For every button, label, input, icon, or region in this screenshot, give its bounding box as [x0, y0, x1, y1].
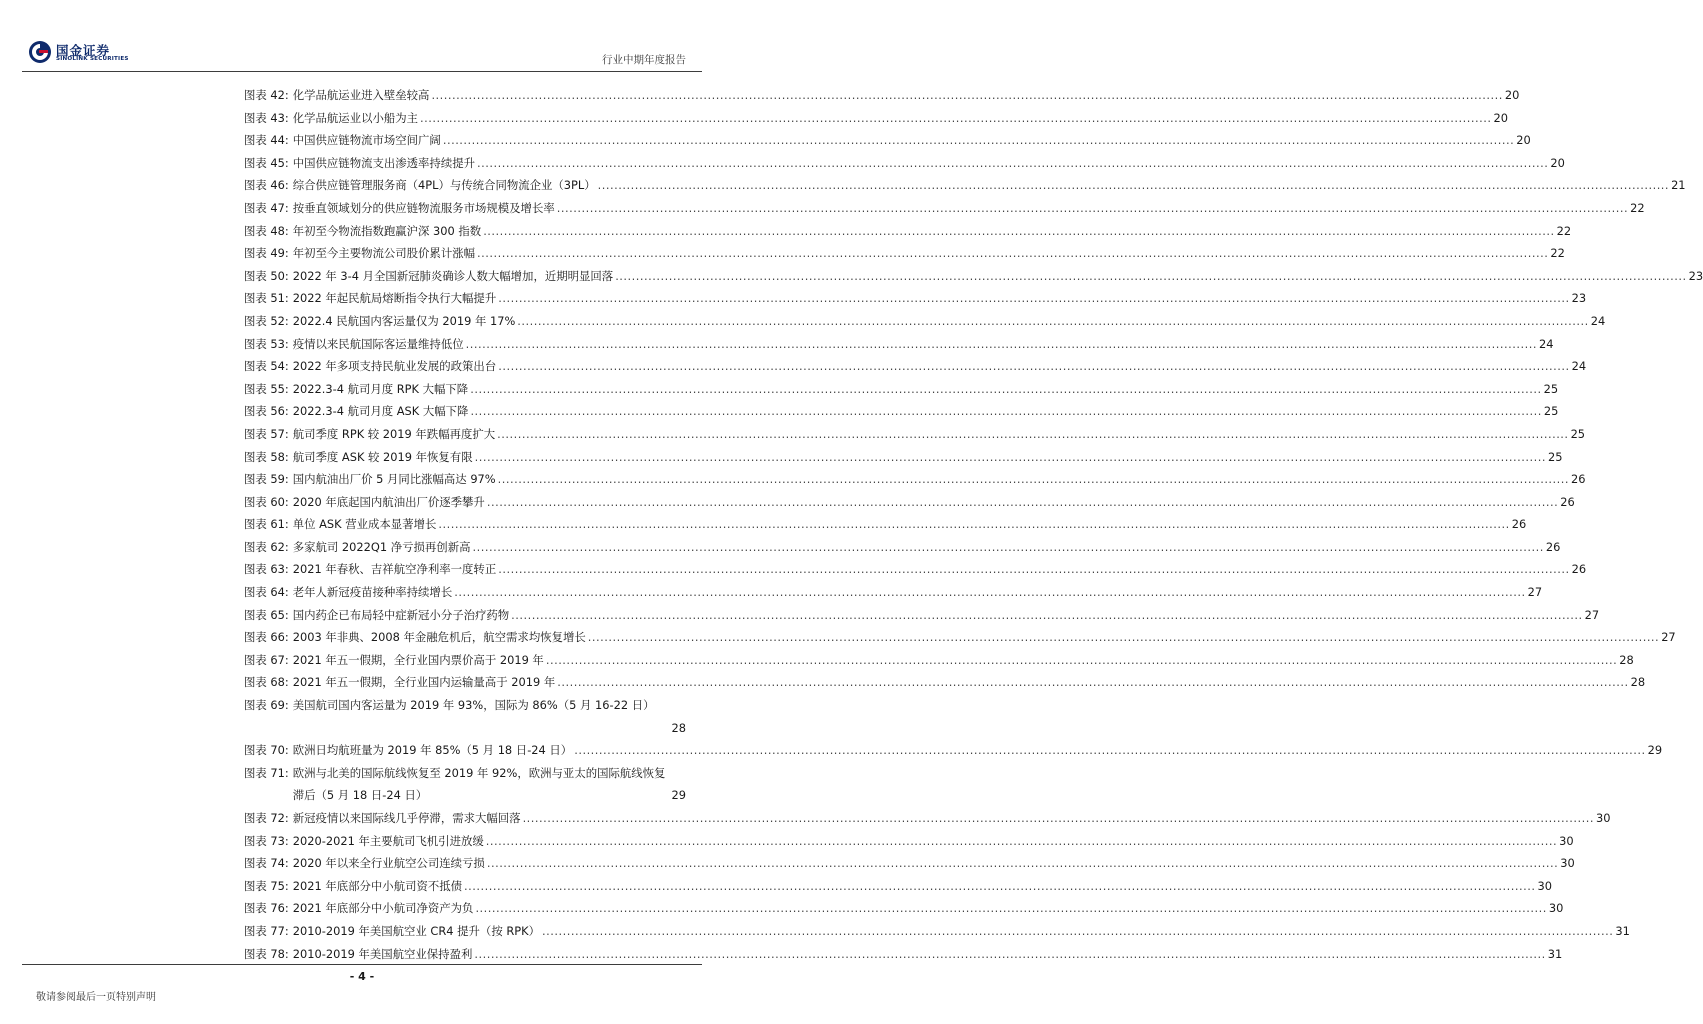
toc-label: 图表 65: [244, 607, 289, 622]
toc-title: 2021 年五一假期，全行业国内票价高于 2019 年 [292, 652, 544, 667]
toc-leader-dots: .................................................................................................................................................................................................................................................................... [498, 291, 1570, 306]
toc-leader-dots: .................................................................................................................................................................................................................................................................... [470, 404, 1542, 419]
toc-entry[interactable] [244, 807, 1611, 830]
toc-page-number: 26 [1571, 472, 1586, 487]
toc-entry[interactable] [244, 333, 1554, 356]
toc-title: 欧洲与北美的国际航线恢复至 2019 年 92%，欧洲与亚太的国际航线恢复滞后（5 月 18 日-24 日） [292, 765, 666, 803]
toc-label: 图表 67: [244, 652, 289, 667]
toc-page-number: 28 [671, 720, 686, 735]
toc-leader-dots: .................................................................................................................................................................................................................................................................... [420, 110, 1492, 125]
toc-leader-dots: .................................................................................................................................................................................................................................................................... [483, 223, 1555, 238]
toc-title: 国内药企已布局轻中症新冠小分子治疗药物 [292, 607, 510, 622]
toc-title: 2021 年底部分中小航司净资产为负 [292, 901, 474, 916]
page-header [0, 0, 724, 72]
toc-entry[interactable] [244, 671, 1646, 694]
toc-page-number: 30 [1548, 901, 1564, 916]
toc-page-number: 30 [1595, 811, 1611, 825]
toc-label: 图表 51: [244, 291, 289, 306]
toc-page-number: 27 [1584, 607, 1600, 622]
toc-leader-dots: .................................................................................................................................................................................................................................................................... [465, 336, 1538, 351]
toc-title: 综合供应链管理服务商（4PL）与传统合同物流企业（3PL） [292, 178, 596, 193]
toc-page-number: 23 [1688, 268, 1703, 283]
toc-label: 图表 72: [244, 811, 289, 825]
toc-title: 中国供应链物流市场空间广阔 [292, 133, 441, 148]
toc-page-number: 30 [1559, 833, 1574, 848]
toc-label: 图表 71: [244, 765, 289, 780]
logo-english-name: SINOLINK SECURITIES [56, 56, 129, 62]
toc-label: 图表 54: [244, 359, 289, 374]
toc-leader-dots: .................................................................................................................................................................................................................................................................... [472, 539, 1544, 554]
toc-title: 航司季度 ASK 较 2019 年恢复有限 [292, 449, 473, 464]
toc-page-number: 22 [1556, 223, 1572, 238]
toc-leader-dots: .................................................................................................................................................................................................................................................................... [587, 630, 1660, 645]
toc-entry[interactable] [244, 897, 1564, 920]
toc-label: 图表 46: [244, 178, 289, 193]
toc-page-number: 24 [1590, 313, 1606, 328]
toc-label: 图表 57: [244, 426, 289, 441]
toc-page-number: 25 [1543, 381, 1559, 396]
toc-title: 老年人新冠疫苗接种率持续增长 [292, 585, 453, 600]
figure-index [244, 84, 1703, 965]
toc-title: 2021 年底部分中小航司资不抵债 [292, 878, 463, 893]
toc-entry[interactable] [244, 84, 1520, 107]
toc-entry[interactable] [244, 355, 1587, 378]
toc-page-number: 27 [1527, 585, 1543, 600]
page-number: - 4 - [349, 970, 375, 983]
footer-divider [22, 964, 702, 965]
toc-entry[interactable] [244, 491, 1575, 514]
toc-entry[interactable] [244, 920, 1630, 943]
toc-entry[interactable] [244, 852, 1575, 875]
toc-page-number: 24 [1539, 336, 1554, 351]
toc-entry[interactable] [244, 129, 1531, 152]
toc-label: 图表 55: [244, 381, 289, 396]
toc-page-number: 22 [1630, 200, 1645, 215]
toc-page-number: 30 [1537, 878, 1552, 893]
toc-entry[interactable] [244, 107, 1508, 130]
toc-title: 年初至今物流指数跑赢沪深 300 指数 [292, 223, 482, 238]
toc-page-number: 22 [1550, 246, 1565, 261]
toc-title: 中国供应链物流支出渗透率持续提升 [292, 155, 475, 170]
toc-label: 图表 52: [244, 313, 289, 328]
header-divider [22, 71, 702, 72]
toc-title: 2022.4 民航国内客运量仅为 2019 年 17% [292, 313, 516, 328]
toc-page-number: 24 [1571, 359, 1587, 374]
toc-title: 2022 年多项支持民航业发展的政策出台 [292, 359, 497, 374]
toc-leader-dots: .................................................................................................................................................................................................................................................................... [497, 472, 1570, 487]
toc-entry[interactable] [244, 378, 1559, 401]
toc-entry[interactable] [244, 762, 686, 807]
toc-entry[interactable] [244, 423, 1586, 446]
toc-leader-dots: .................................................................................................................................................................................................................................................................... [431, 88, 1503, 102]
toc-entry[interactable] [244, 739, 1663, 762]
toc-entry[interactable] [244, 468, 1586, 491]
toc-entry[interactable] [244, 242, 1565, 265]
toc-leader-dots: .................................................................................................................................................................................................................................................................... [464, 878, 1536, 893]
toc-label: 图表 59: [244, 472, 289, 487]
toc-title: 多家航司 2022Q1 净亏损再创新高 [292, 539, 471, 554]
toc-label: 图表 62: [244, 539, 289, 554]
toc-title: 2021 年五一假期，全行业国内运输量高于 2019 年 [292, 675, 556, 690]
toc-label: 图表 50: [244, 268, 289, 283]
toc-page-number: 26 [1571, 562, 1587, 577]
toc-label: 图表 45: [244, 155, 289, 170]
toc-leader-dots: .................................................................................................................................................................................................................................................................... [486, 494, 1559, 509]
toc-label: 图表 42: [244, 88, 289, 102]
toc-leader-dots: .................................................................................................................................................................................................................................................................... [498, 359, 1570, 374]
toc-title: 化学品航运业进入壁垒较高 [292, 88, 430, 102]
toc-leader-dots: .................................................................................................................................................................................................................................................................... [511, 607, 1583, 622]
toc-entry[interactable] [244, 197, 1645, 220]
toc-label: 图表 63: [244, 562, 289, 577]
toc-label: 图表 66: [244, 630, 289, 645]
toc-title: 疫情以来民航国际客运量维持低位 [292, 336, 464, 351]
toc-leader-dots: .................................................................................................................................................................................................................................................................... [517, 313, 1589, 328]
toc-entry[interactable] [244, 604, 1600, 627]
toc-label: 图表 70: [244, 743, 289, 758]
toc-label: 图表 64: [244, 585, 289, 600]
toc-leader-dots: .................................................................................................................................................................................................................................................................... [477, 155, 1549, 170]
toc-page-number: 21 [1671, 178, 1686, 193]
toc-leader-dots: .................................................................................................................................................................................................................................................................... [541, 923, 1614, 938]
toc-label: 图表 75: [244, 878, 289, 893]
toc-leader-dots: .................................................................................................................................................................................................................................................................... [454, 585, 1526, 600]
toc-entry[interactable] [244, 310, 1606, 333]
report-type: 行业中期年度报告 [602, 54, 686, 66]
toc-label: 图表 60: [244, 494, 289, 509]
toc-leader-dots: .................................................................................................................................................................................................................................................................... [545, 652, 1618, 667]
toc-entry[interactable] [244, 875, 1552, 898]
toc-title: 欧洲日均航班量为 2019 年 85%（5 月 18 日-24 日） [292, 743, 573, 758]
toc-page-number: 28 [1619, 652, 1634, 667]
toc-entry[interactable] [244, 174, 1686, 197]
toc-title: 2022 年起民航局熔断指令执行大幅提升 [292, 291, 497, 306]
toc-entry[interactable] [244, 287, 1587, 310]
toc-page-number: 26 [1545, 539, 1561, 554]
toc-label: 图表 76: [244, 901, 289, 916]
toc-entry[interactable] [244, 536, 1561, 559]
toc-page-number: 26 [1511, 517, 1527, 532]
toc-leader-dots: .................................................................................................................................................................................................................................................................... [556, 200, 1629, 215]
sinolink-logo-icon [28, 40, 52, 64]
disclaimer-text: 敬请参阅最后一页特别声明 [36, 992, 156, 1003]
toc-entry[interactable] [244, 830, 1574, 853]
toc-leader-dots: .................................................................................................................................................................................................................................................................... [470, 381, 1542, 396]
company-logo [28, 40, 140, 66]
toc-label: 图表 74: [244, 856, 289, 871]
toc-leader-dots: .................................................................................................................................................................................................................................................................... [438, 517, 1510, 532]
toc-entry[interactable] [244, 513, 1527, 536]
toc-leader-dots: .................................................................................................................................................................................................................................................................... [485, 833, 1558, 848]
toc-leader-dots: .................................................................................................................................................................................................................................................................... [557, 675, 1629, 690]
toc-title: 2020 年以来全行业航空公司连续亏损 [292, 856, 485, 871]
toc-entry[interactable] [244, 649, 1634, 672]
toc-label: 图表 73: [244, 833, 289, 848]
toc-page-number: 28 [1630, 675, 1646, 690]
toc-page-number: 23 [1571, 291, 1587, 306]
toc-label: 图表 44: [244, 133, 289, 148]
toc-leader-dots: .................................................................................................................................................................................................................................................................... [474, 946, 1546, 961]
toc-entry[interactable] [244, 265, 1703, 288]
toc-label: 图表 78: [244, 946, 289, 961]
toc-title: 2022.3-4 航司月度 ASK 大幅下降 [292, 404, 469, 419]
toc-leader-dots: .................................................................................................................................................................................................................................................................... [574, 743, 1646, 758]
toc-label: 图表 68: [244, 675, 289, 690]
toc-entry[interactable] [244, 220, 1572, 243]
toc-title: 2010-2019 年美国航空业 CR4 提升（按 RPK） [292, 923, 540, 938]
toc-entry[interactable] [244, 152, 1565, 175]
toc-page-number: 27 [1661, 630, 1676, 645]
toc-title: 国内航油出厂价 5 月同比涨幅高达 97% [292, 472, 496, 487]
toc-leader-dots: .................................................................................................................................................................................................................................................................... [475, 901, 1547, 916]
toc-page-number: 20 [1550, 155, 1565, 170]
toc-entry[interactable] [244, 446, 1563, 469]
toc-leader-dots: .................................................................................................................................................................................................................................................................... [497, 426, 1569, 441]
toc-leader-dots: .................................................................................................................................................................................................................................................................... [486, 856, 1559, 871]
toc-label: 图表 61: [244, 517, 289, 532]
toc-label: 图表 49: [244, 246, 289, 261]
toc-leader-dots: .................................................................................................................................................................................................................................................................... [474, 449, 1547, 464]
toc-title: 2003 年非典、2008 年金融危机后，航空需求均恢复增长 [292, 630, 586, 645]
toc-leader-dots: .................................................................................................................................................................................................................................................................... [477, 246, 1549, 261]
toc-leader-dots: .................................................................................................................................................................................................................................................................... [597, 178, 1670, 193]
toc-entry[interactable] [244, 581, 1543, 604]
toc-entry[interactable] [244, 943, 1563, 966]
toc-page-number: 30 [1560, 856, 1575, 871]
toc-title: 2020-2021 年主要航司飞机引进放缓 [292, 833, 484, 848]
toc-label: 图表 47: [244, 200, 289, 215]
toc-title: 2022.3-4 航司月度 RPK 大幅下降 [292, 381, 469, 396]
toc-label: 图表 48: [244, 223, 289, 238]
logo-chinese-name: 国金证券 [56, 43, 111, 58]
toc-page-number: 26 [1560, 494, 1575, 509]
toc-entry[interactable] [244, 558, 1587, 581]
toc-title: 2020 年底起国内航油出厂价逐季攀升 [292, 494, 485, 509]
toc-leader-dots: .................................................................................................................................................................................................................................................................... [442, 133, 1515, 148]
toc-page-number: 25 [1548, 449, 1563, 464]
toc-label: 图表 43: [244, 110, 289, 125]
toc-title: 化学品航运业以小船为主 [292, 110, 419, 125]
toc-title: 单位 ASK 营业成本显著增长 [292, 517, 437, 532]
toc-page-number: 31 [1615, 923, 1630, 938]
toc-page-number: 29 [671, 788, 686, 803]
toc-page-number: 20 [1516, 133, 1531, 148]
toc-title: 2021 年春秋、吉祥航空净利率一度转正 [292, 562, 497, 577]
toc-page-number: 20 [1504, 88, 1520, 102]
toc-page-number: 25 [1570, 426, 1586, 441]
toc-title: 按垂直领域划分的供应链物流服务市场规模及增长率 [292, 200, 555, 215]
toc-title: 2010-2019 年美国航空业保持盈利 [292, 946, 473, 961]
toc-title: 新冠疫情以来国际线几乎停滞，需求大幅回落 [292, 811, 521, 825]
toc-entry[interactable] [244, 400, 1559, 423]
toc-label: 图表 53: [244, 336, 289, 351]
toc-entry[interactable] [244, 626, 1676, 649]
toc-page-number: 20 [1493, 110, 1508, 125]
toc-entry[interactable] [244, 694, 686, 739]
toc-title: 2022 年 3-4 月全国新冠肺炎确诊人数大幅增加，近期明显回落 [292, 268, 614, 283]
toc-leader-dots: .................................................................................................................................................................................................................................................................... [522, 811, 1594, 825]
toc-title: 美国航司国内客运量为 2019 年 93%，国际为 86%（5 月 16-22 日） [292, 698, 655, 713]
toc-title: 年初至今主要物流公司股价累计涨幅 [292, 246, 475, 261]
toc-leader-dots: .................................................................................................................................................................................................................................................................... [615, 268, 1687, 283]
toc-label: 图表 77: [244, 923, 289, 938]
toc-leader-dots: .................................................................................................................................................................................................................................................................... [498, 562, 1570, 577]
toc-page-number: 31 [1547, 946, 1563, 961]
toc-title: 航司季度 RPK 较 2019 年跌幅再度扩大 [292, 426, 496, 441]
toc-label: 图表 58: [244, 449, 289, 464]
toc-label: 图表 56: [244, 404, 289, 419]
toc-page-number: 25 [1543, 404, 1559, 419]
toc-page-number: 29 [1647, 743, 1663, 758]
toc-label: 图表 69: [244, 698, 289, 713]
